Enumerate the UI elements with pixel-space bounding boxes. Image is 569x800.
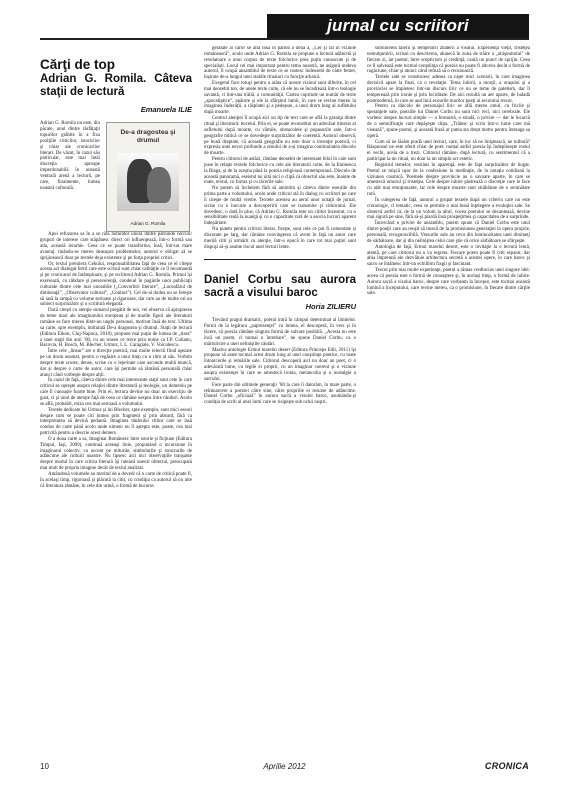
article-body [204, 46, 356, 251]
paragraph: Nu putem pentru criticul literar, fireşte, sunt cele ce pot fi comentate și discutate pe larg, dar rămâne convingerea că avem în faţă un autor care merită citit şi urmărit cu atenţie, într-o epocă în care tot mai puţini sunt dispuşi să-şi asume riscul unei lecturi lente. [204, 227, 356, 250]
article-body [40, 232, 192, 489]
paragraph: Registrul temelor, restrâns în aparenţă, este de fapt surprinzător de bogat. Poetul se mişcă uşor de la confesiune la meditaţie, de la notaţia cotidiană la viziunea cosmică. Poemele despre provincie au o savoare aparte, în care se amestecă umorul şi tristeţea. Cele despre iubire păstrează o discreţie care le face cu atât mai emoţionante, iar cele despre moarte sunt străbătute de o seninătate rară. [367, 162, 530, 198]
paragraph: În culegerea de faţă, autorul a grupat textele după un criteriu care nu este cronologic, ci tematic, ceea ce permite o mai bună înţelegere a evoluţiei sale. Se observă astfel că, de la un volum la altul, vocea poetului se decantează, devine mai sigură pe sine, fără să-şi piardă însă prospeţimea şi capacitatea de a surprinde. [367, 197, 530, 221]
paragraph: Între cele „linear” are o direcţie poetică, mai multe relectii fiind aşezate pe un drum asumat, pentru o regăsire a unui timp cu o ritm al său. Vorbim despre texte scurte, dense, scrise cu o lejeritate care ascunde multă muncă, dar şi despre o carte de autor, care îşi permite să rămână personală chiar atunci când vorbeşte despre alţii. [40, 349, 192, 378]
column-1 [40, 46, 192, 753]
paragraph: Pentru cititorul de astăzi, rămâne deosebit de interesant felul în care sunt puse în relaţie textele folclorice cu cele ale literaturii culte, de la Eminescu la Blaga, şi de la aceştia până la poezia religioasă contemporană. Dincolo de această panoramă, eseistul nu uită nici o clipă că obiectul său este, înainte de toate, textul, cu forma şi cu tăcerile sale. [204, 157, 356, 186]
book-cover-image [106, 122, 190, 232]
paragraph: Antologia de faţă, Ermul marelui desert, este o invitaţie la o lectură lentă, atentă, pe care cititorul nu o va regreta. Fiecare poem poate fi citit separat, dar abia împreună ele dezvăluie arhitectura secretă a acestei opere, în care baroc şi sacru se întâlnesc într-un echilibru fragil şi fascinant. [367, 244, 530, 268]
paragraph: Încercând o privire de ansamblu, putem spune că Daniel Corbu este unul dintre poeţii care au reuşit să treacă de la promisiunea generaţiei la opera proprie, personală, recognoscibilă. Versurile sale au ceva din luminozitatea unei dimineţi de sărbătoare, dar şi din neliniştea celui care ştie că orice sărbătoare se sfârşeşte. [367, 221, 530, 244]
lead-with-cover [40, 121, 192, 232]
page-footer [40, 762, 529, 776]
paragraph: Amândouă volumele au meritul de a dovedi că o carte de critică poate fi, în acelaşi timp, riguroasă şi plăcută la citit, cu condiţia ca autorul să nu uite că literatura rămâne, în cele din urmă, o formă de bucurie. [40, 471, 192, 489]
section-rubric: jurnal cu scriitori [267, 14, 529, 38]
article-title: Daniel Corbu sau aurora sacră a visului baroc [204, 273, 356, 299]
article-body [367, 46, 530, 297]
paragraph: geratate ai căror se află însă în partea a doua a, „Cer şi rai în viziune românească”, acolo unde Adrian G. Romila se propune o lectură adâncită şi revelatoare a unui corpus de texte folclorice prea puţin cunoscute şi de specialişti. Locul cel mai important pentru tema noastră, ne asigură undeva autorul, îl ocupă ansamblul de texte ce se rostesc îndeosebi de către femei, înşirate de-a lungul unei stabile ritualuri cu funcţie arhaică. [204, 46, 356, 81]
paragraph: O a doua carte a sa, Imaginar Românesc între istorie şi ficţiune (Editura Timpul, Iaşi, 2009), continuă aceeaşi linie, propunând o incursiune în imaginarul colectiv, cu accent pe miturile, simbolurile şi structurile de adâncime ale culturii noastre. Nu lipsesc aici nici observaţiile tranşante despre modul în care critica literară îşi ratează uneori obiectul, preocupată mai mult de propria imagine decât de textul analizat. [40, 436, 192, 472]
paragraph: Exegetul face totuşi pentru a arăta că aceste viziuni sunt diferite, în cel mai deosebit ton, de unele texte culte, că ele nu se încadrează într-o teologie savantă, ci într-una trăită, a comunităţii. Cartea cuprinde un număr de texte „apocaliptice”, apărute şi ele la sfârşitul lumii, în care se revine mereu la imaginea Judecăţii, a răsplatei şi a pedepsei, a unui drum lung al sufletului după moarte. [204, 81, 356, 116]
book-cover-author: Adrian G. Romila [130, 220, 166, 226]
paragraph: Textele dedicate lui Urmuz şi lui Blecher, spre exemplu, sunt mici eseuri despre cum se poate citi lumea prin fragment şi prin absurd, fără ca interpretarea să devină pedantă. Imaginea tânărului cititor care se lasă condus de carte până acolo unde nimeni nu îl aştepta este, poate, cea mai potrivită pentru a descrie acest demers. [40, 407, 192, 437]
article-subtitle: Adrian G. Romila. Câteva staţii de lectură [40, 72, 192, 98]
paragraph: Face parte din ultimele generaţii ’80 la care îi datorăm, în mare parte, o reîntoarcere a poeziei către sine, către propriile ei resurse de adâncime. Daniel Corbu „oficiază” în aurora sacră a visului baroc, asumându-şi condiţia de scrib al unei lumi care se risipeşte sub ochii noştri. [204, 382, 356, 406]
paragraph: Nu putem să încheiem fără să amintim şi câteva dintre eseurile din prima parte a volumului, acolo unde criticul stă în dialog cu scriitori pe care îi citeşte de multă vreme. Textele acestea au aerul unor notaţii de jurnal, scrise cu o bucurie a descoperirii care se transmite şi cititorului. Ele dovedesc, o dată în plus, că Adrian G. Romila este un cititor înzestrat, cu o sensibilitate reală la nuanţă şi cu o capacitate rară de a asocia lucruri aparent îndepărtate. [204, 186, 356, 227]
page-number: 10 [40, 762, 49, 771]
column-3 [367, 46, 530, 753]
column-2 [204, 46, 356, 753]
header-rule [40, 38, 529, 40]
paragraph: Masiva antologie Ermul marelui desert (Editura Princeps Edit, 2011) îşi propune să arate tocmai acest drum lung al unei conştiinţe poetice, cu toate întoarcerile şi reluările sale. Cititorul descoperă aici nu doar un poet, ci o adevărată lume, cu legile ei proprii, cu un imaginar coerent şi o viziune asupra existenţei în care se amestecă ironia, melancolia şi o nostalgie a sacrului. [204, 347, 356, 382]
paragraph: sublinierea tăierii şi temperării zbaterii a visului. Experienţa vieţii, tristeţea nemulţumirii, scrisul cu descrierea, alunecă în zona de trăire a „obişnuitului” de fiecare zi, iar poetul, între scepticism şi credinţă, caută un punct de sprijin. Ceea ce îl salvează este tocmai conştiinţa că poezia nu poate fi altceva decât o formă de rugăciune, chiar şi atunci când refuză să o recunoască. [367, 46, 530, 75]
second-article [204, 259, 356, 407]
article-author: Horia ZILIERU [305, 301, 356, 311]
article-title: Cărţi de top [40, 57, 116, 72]
paragraph: În cazul de faţă, câteva dintre cele mai interesante staţii sunt cele în care criticul se opreşte asupra relaţiei dintre literatură şi teologie, un domeniu pe care îl cunoaşte foarte bine. Prin el, lectura devine nu doar un exerciţiu de gust, ci şi unul de atenţie faţă de ceea ce rămâne nespus între rânduri. Acolo se află, probabil, miza cea mai serioasă a volumului. [40, 378, 192, 407]
magazine-name: CRONICA [484, 761, 529, 771]
paragraph: Textele sale se construiesc adesea ca nişte mici scenarii, în care imaginea decisivă apare la final, ca o revelaţie. Tema iubirii, a morţii, a oraşului şi a provinciei se împletesc într-un discurs liric ce nu se teme de patetism, dar îl temperează prin ironie şi prin luciditate. De aici rezultă un aer aparte, de baladă postmodernă, în care se aud încă ecourile marilor poeţi ai secolului trecut. [367, 75, 530, 104]
paragraph: Centrul atenţiei îl ocupă aici un tip de text care se află la graniţa dintre ritual şi literatură: bocetul. Prin el, se poate reconstitui un adevărat itinerar al sufletului după moarte, cu vămile, obstacolele şi popasurile sale, într-o geografie mitică ce se dovedeşte surprinzător de coerentă. Autorul observă, pe bună dreptate, că această geografie nu este doar o invenţie poetică, ci expresia unei nevoi profunde a omului de a-şi imagina continuitatea dincolo de moarte. [204, 116, 356, 157]
paragraph: Dacă citeşti cu atenţie sumarul pregătit de noi, vei observa că apropierea de teme mari ale imaginarului european şi de marile figuri ale literaturii române se face mereu dintr-un unghi personal, motivat însă de text. Ultima sa carte, spre exemplu, intitulată De-a dragostea şi drumul. Staţii de lectură (Editura Eikon, Cluj-Napoca, 2010), propune mai puţin de lumea de „tinut” a unei staţii din anii ’80, cu un traseu ce trece prin nume ca I.P. Culianu, Bacovia, H. Bosch, M. Blecher, Urmuz, I. L. Caragiale, V. Voiculescu. [40, 308, 192, 349]
paragraph: Apoi refuzurea sa în a se răta hotărâtor unora dintre pătrunde cercuri/ grupuri de interese care stăpânesc direct ori influenţează, într-o formă sau alta, această ierarhie. Ceea ce se poate transforma, însă, într-un mare avantaj: tinăndu-se mereu deasupra problemelor, autorul e obligat să se sprijinească doar pe textele deja existente şi pe forţa propriei critici. [40, 232, 192, 261]
lead-paragraph: Adrian G. Romila nu este, din păcate, unul dintre răsfăţaţii topurilor grăbite în a fixa poziţiile criticilor, istoricilor şi chiar ale cronicarilor literari. De văzut, în cazul său particular, este mai întâi discreţia aproape imperdonabilă în această ventrală arenă a lecturii, pe care, finalmente, lumea noastră culturală. [40, 121, 100, 191]
paragraph: Pentru ca dincolo de personajul liric se află mereu omul, cu fricile şi speranţele sale, poeziile lui Daniel Corbu nu sunt nici reci, nici cerebrale. Ele vorbesc despre lucruri simple — o fereastră, o stradă, o privire — dar le încarcă de o semnificaţie care depăşeşte clipa. „Trăiesc şi scriu într-o lume care mă visează”, spune poetul, şi această frază ar putea sta drept motto pentru întreaga sa operă. [367, 104, 530, 139]
paragraph: Trecut prin mai multe experienţe, poetul a rămas credincios unei singure idei: aceea că poezia este o formă de cunoaştere şi, în acelaşi timp, o formă de iubire. Aurora sacră a visului baroc, despre care vorbeam la început, este tocmai această lumină a începutului, care revine mereu, ca o promisiune, în fiecare dintre cărţile sale. [367, 268, 530, 297]
book-cover-illustration [117, 153, 179, 211]
book-cover-title: De-a dragostea şi drumul [120, 129, 176, 144]
article-author: Emanuela ILIE [140, 104, 192, 114]
issue-date: Aprilie 2012 [263, 762, 306, 771]
paragraph: Trecând pragul dramatic, poetul intră în câmpul determinat al limitelor. Pornit de la legătura „paprezenţei” cu lumea, el descoperă, în vers şi în tăcere, că poezia rămâne singura formă de salvare posibilă. „Acesta nu este încă un poem, ci numai o întrebare”, ne spune Daniel Corbu, ca o mărturisire a unei neliniştite căutări. [204, 318, 356, 347]
paragraph: Cum să ne lăsăm pradă unei lecturi, care, în loc să ne liniştească, ne tulbură? Răspunsul ne este oferit chiar de poet: numai astfel poezia îşi îndeplineşte rostul ei vechi, acela de a trezi. Cititorul rămâne, după lectură, cu sentimentul că a participat la un ritual, nu doar la un simplu act estetic. [367, 139, 530, 163]
article-body [204, 318, 356, 406]
paragraph: Or, textul premiera Cehului, responsabilitatea faţă de ceea ce el citeşte acesta act dialogat fertil care este scrisul sunt chiar calităţile ce îl recomandă şi pe cronicarul de întâmpinare, şi pe scriitorul Adrian G. Romila. Primul îşi exersează, cu răbdare şi perseverenţă, condeiul în paginile unor publicaţii culturale dintre cele mai onorabile („Convorbiri literare”, „Luceafărul de dimineaţă”, „Observator cultural”, „Contact”). Cel de-al doilea nu se fereşte să iasă la rampă cu volume serioase şi riguroase, dar care au de multe ori un subiect surprinzător şi o scriitură elegantă. [40, 261, 192, 308]
